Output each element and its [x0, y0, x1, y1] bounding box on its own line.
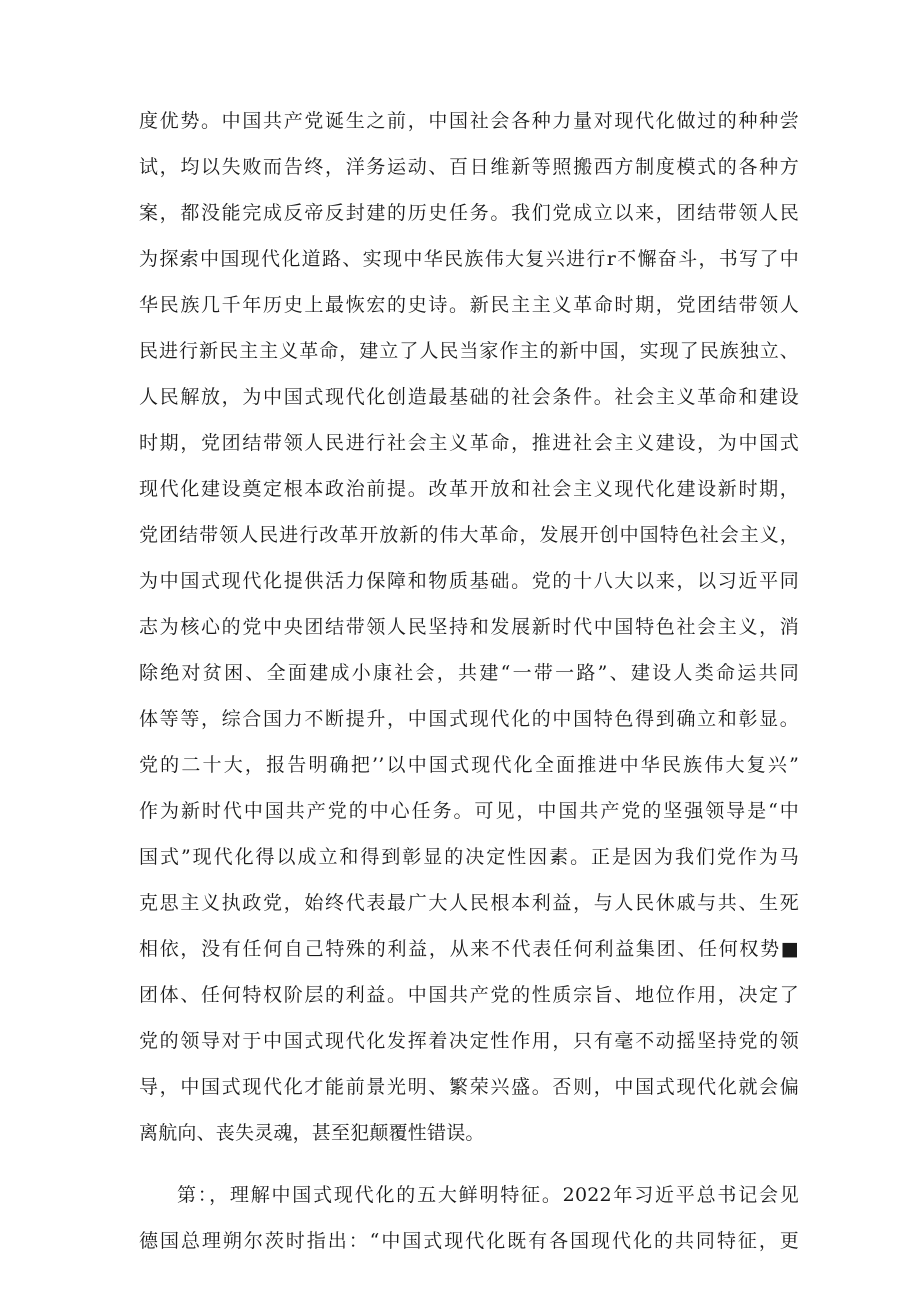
text-line: 党团结带领人民进行改革开放新的伟大革命，发展开创中国特色社会主义，	[139, 524, 799, 546]
text-line: 为中国式现代化提供活力保障和物质基础。党的十八大以来，以习近平同	[139, 570, 799, 592]
text-line: 作为新时代中国共产党的中心任务。可见，中国共产党的坚强领导是“中	[139, 800, 799, 822]
text-line: 相依，没有任何自己特殊的利益，从来不代表任何利益集团、任何权势■	[139, 938, 799, 960]
paragraph-1	[139, 98, 799, 1156]
text-line: 克思主义执政党，始终代表最广大人民根本利益，与人民休戚与共、生死	[139, 892, 799, 914]
paragraph-spacer	[139, 1156, 799, 1172]
text-line: 志为核心的党中央团结带领人民坚持和发展新时代中国特色社会主义，消	[139, 616, 799, 638]
text-line: 试，均以失败而告终，洋务运动、百日维新等照搬西方制度模式的各种方	[139, 156, 799, 178]
text-line: 党的二十大，报告明确把’’以中国式现代化全面推进中华民族伟大复兴”	[139, 754, 799, 776]
text-line: 国式”现代化得以成立和得到彰显的决定性因素。正是因为我们党作为马	[139, 846, 799, 868]
text-line: 现代化建设奠定根本政治前提。改革开放和社会主义现代化建设新时期，	[139, 478, 799, 500]
text-line: 德国总理朔尔茨时指出：“中国式现代化既有各国现代化的共同特征，更	[139, 1230, 799, 1252]
text-line: 导，中国式现代化才能前景光明、繁荣兴盛。否则，中国式现代化就会偏	[139, 1076, 799, 1098]
text-line: 华民族几千年历史上最恢宏的史诗。新民主主义革命时期，党团结带领人	[139, 294, 799, 316]
text-line: 除绝对贫困、全面建成小康社会，共建“一带一路”、建设人类命运共同	[139, 662, 799, 684]
text-line: 案，都没能完成反帝反封建的历史任务。我们党成立以来，团结带领人民	[139, 202, 799, 224]
paragraph-2	[139, 1172, 799, 1264]
document-body	[139, 98, 799, 1264]
text-line: 时期，党团结带领人民进行社会主义革命，推进社会主义建设，为中国式	[139, 432, 799, 454]
text-line: 第：，理解中国式现代化的五大鲜明特征。2022年习近平总书记会见	[177, 1184, 799, 1206]
text-line: 为探索中国现代化道路、实现中华民族伟大复兴进行r不懈奋斗，书写了中	[139, 248, 799, 270]
text-line: 离航向、丧失灵魂，甚至犯颠覆性错误。	[139, 1122, 485, 1144]
text-line: 人民解放，为中国式现代化创造最基础的社会条件。社会主义革命和建设	[139, 386, 799, 408]
text-line: 党的领导对于中国式现代化发挥着决定性作用，只有毫不动摇坚持党的领	[139, 1030, 799, 1052]
text-line: 度优势。中国共产党诞生之前，中国社会各种力量对现代化做过的种种尝	[139, 110, 799, 132]
text-line: 民进行新民主主义革命，建立了人民当家作主的新中国，实现了民族独立、	[139, 340, 799, 362]
text-line: 团体、任何特权阶层的利益。中国共产党的性质宗旨、地位作用，决定了	[139, 984, 799, 1006]
text-line: 体等等，综合国力不断提升，中国式现代化的中国特色得到确立和彰显。	[139, 708, 799, 730]
